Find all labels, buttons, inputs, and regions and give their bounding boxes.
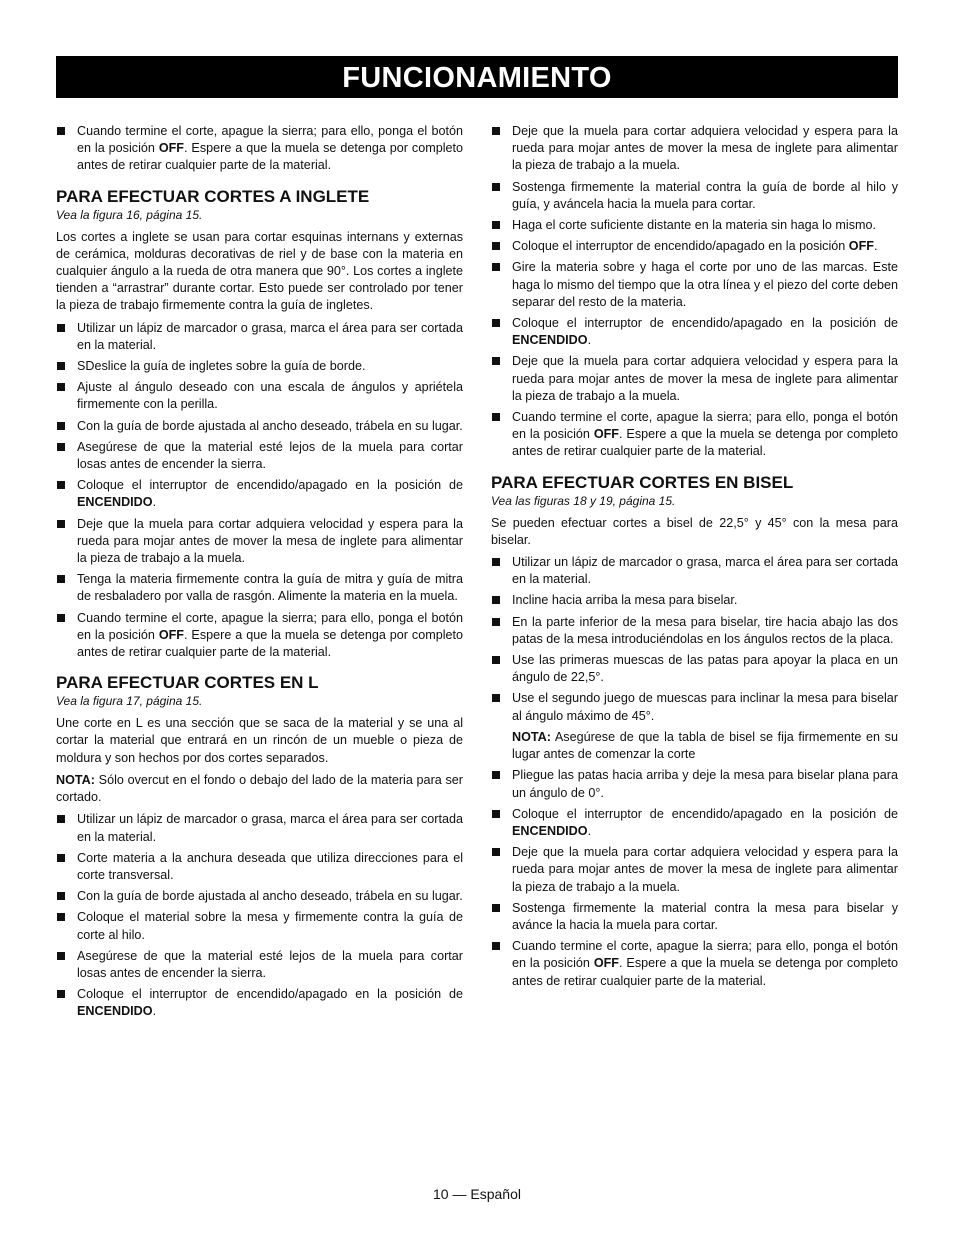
bevel-steps-2 bbox=[491, 767, 898, 989]
list-item: Sostenga firmemente la material contra la guía de borde al hilo y guía, y aváncela hacia la muela para cortar. bbox=[491, 179, 898, 213]
list-item: Con la guía de borde ajustada al ancho deseado, trábela en su lugar. bbox=[56, 888, 463, 905]
bevel-steps bbox=[491, 554, 898, 725]
list-item: Cuando termine el corte, apague la sierra; para ello, ponga el botón en la posición OFF. Espere a que la muela se detenga por completo antes de retirar cualquier parte de la material. bbox=[56, 123, 463, 175]
left-column bbox=[56, 123, 463, 1025]
list-item: Asegúrese de que la material esté lejos de la muela para cortar losas antes de encender la sierra. bbox=[56, 439, 463, 473]
list-item: Deje que la muela para cortar adquiera velocidad y espera para la rueda para mojar antes de mover la mesa de inglete para alimentar la pieza de trabajo a la muela. bbox=[491, 123, 898, 175]
figure-reference: Vea las figuras 18 y 19, página 15. bbox=[491, 493, 676, 508]
list-item: Con la guía de borde ajustada al ancho deseado, trábela en su lugar. bbox=[56, 418, 463, 435]
figure-reference: Vea la figura 16, página 15. bbox=[56, 207, 203, 222]
list-item: Coloque el interruptor de encendido/apagado en la posición OFF. bbox=[491, 238, 898, 255]
list-item: Coloque el interruptor de encendido/apagado en la posición de ENCENDIDO. bbox=[491, 806, 898, 840]
list-item: Use el segundo juego de muescas para inclinar la mesa para biselar al ángulo máximo de 45°. bbox=[491, 690, 898, 724]
list-item: Cuando termine el corte, apague la sierra; para ello, ponga el botón en la posición OFF. Espere a que la muela se detenga por completo antes de retirar cualquier parte de la material. bbox=[491, 938, 898, 990]
list-item: Sostenga firmemente la material contra la mesa para biselar y avánce la hacia la muela para cortar. bbox=[491, 900, 898, 934]
section-heading-miter: PARA EFECTUAR CORTES A INGLETE bbox=[56, 186, 370, 206]
list-item: Gire la materia sobre y haga el corte por uno de las marcas. Este haga lo mismo del tiempo que la otra línea y el piezo del corte deben separar del resto de la materia. bbox=[491, 259, 898, 311]
lcut-steps bbox=[56, 811, 463, 1020]
section-heading-lcut: PARA EFECTUAR CORTES EN L bbox=[56, 673, 319, 693]
list-item: Pliegue las patas hacia arriba y deje la mesa para biselar plana para un ángulo de 0°. bbox=[491, 767, 898, 801]
right-column bbox=[491, 123, 898, 994]
list-item: Ajuste al ángulo deseado con una escala de ángulos y apriétela firmemente con la perilla. bbox=[56, 379, 463, 413]
section-paragraph: Une corte en L es una sección que se saca de la material y se una al cortar la material que entrará en un rincón de un mueble o pieza de moldura y son hechos por dos cortes separados. bbox=[56, 716, 463, 765]
list-item: Deje que la muela para cortar adquiera velocidad y espera para la rueda para mojar antes de mover la mesa de inglete para alimentar la pieza de trabajo a la muela. bbox=[491, 844, 898, 896]
list-item: En la parte inferior de la mesa para biselar, tire hacia abajo las dos patas de la mesa introduciéndolas en los ángulos rectos de la placa. bbox=[491, 614, 898, 648]
list-item: Utilizar un lápiz de marcador o grasa, marca el área para ser cortada en la material. bbox=[56, 320, 463, 354]
list-item: Haga el corte suficiente distante en la materia sin haga lo mismo. bbox=[491, 217, 898, 234]
page-title: FUNCIONAMIENTO bbox=[342, 62, 612, 94]
section-paragraph: Se pueden efectuar cortes a bisel de 22,5° y 45° con la mesa para biselar. bbox=[491, 515, 898, 547]
list-item: Coloque el interruptor de encendido/apagado en la posición de ENCENDIDO. bbox=[491, 315, 898, 349]
page-footer: 10 — Español bbox=[433, 1186, 521, 1202]
list-item: Cuando termine el corte, apague la sierra; para ello, ponga el botón en la posición OFF. Espere a que la muela se detenga por completo antes de retirar cualquier parte de la material. bbox=[491, 409, 898, 461]
list-item: Utilizar un lápiz de marcador o grasa, marca el área para ser cortada en la material. bbox=[491, 554, 898, 588]
list-item: Use las primeras muescas de las patas para apoyar la placa en un ángulo de 22,5°. bbox=[491, 652, 898, 686]
section-header bbox=[56, 56, 898, 98]
list-item: Deje que la muela para cortar adquiera velocidad y espera para la rueda para mojar antes de mover la mesa de inglete para alimentar la pieza de trabajo a la muela. bbox=[491, 353, 898, 405]
list-item: Coloque el interruptor de encendido/apagado en la posición de ENCENDIDO. bbox=[56, 986, 463, 1020]
list-item: Tenga la materia firmemente contra la guía de mitra y guía de mitra de resbaladero por valla de rasgón. Alimente la materia en la muela. bbox=[56, 571, 463, 605]
list-item: SDeslice la guía de ingletes sobre la guía de borde. bbox=[56, 358, 463, 375]
list-item: Asegúrese de que la material esté lejos de la muela para cortar losas antes de encender la sierra. bbox=[56, 948, 463, 982]
list-item: Incline hacia arriba la mesa para biselar. bbox=[491, 592, 898, 609]
intro-list bbox=[56, 123, 463, 175]
note-paragraph: NOTA: Asegúrese de que la tabla de bisel se fija firmemente en su lugar antes de comenzar la corte bbox=[512, 729, 898, 762]
list-item: Utilizar un lápiz de marcador o grasa, marca el área para ser cortada en la material. bbox=[56, 811, 463, 845]
figure-reference: Vea la figura 17, página 15. bbox=[56, 694, 203, 709]
list-item: Deje que la muela para cortar adquiera velocidad y espera para la rueda para mojar antes de mover la mesa de inglete para alimentar la pieza de trabajo a la muela. bbox=[56, 516, 463, 568]
list-item: Coloque el material sobre la mesa y firmemente contra la guía de corte al hilo. bbox=[56, 909, 463, 943]
note-paragraph: NOTA: Sólo overcut en el fondo o debajo del lado de la materia para ser cortado. bbox=[56, 772, 463, 805]
miter-steps bbox=[56, 320, 463, 662]
list-item: Corte materia a la anchura deseada que utiliza direcciones para el corte transversal. bbox=[56, 850, 463, 884]
list-item: Cuando termine el corte, apague la sierra; para ello, ponga el botón en la posición OFF. Espere a que la muela se detenga por completo antes de retirar cualquier parte de la material. bbox=[56, 610, 463, 662]
list-item: Coloque el interruptor de encendido/apagado en la posición de ENCENDIDO. bbox=[56, 477, 463, 511]
section-heading-bevel: PARA EFECTUAR CORTES EN BISEL bbox=[491, 472, 794, 492]
continued-steps bbox=[491, 123, 898, 461]
section-paragraph: Los cortes a inglete se usan para cortar esquinas internans y externas de cerámica, molduras decorativas de riel y de base con la materia en cualquier ángulo a la rueda de otra manera que 90°. Los cortes a inglete tienden a “arrastrar” durante cortar. Esto puede ser controlado por tener la pieza de trabajo firmemente contra la guía de ingletes. bbox=[56, 229, 463, 313]
